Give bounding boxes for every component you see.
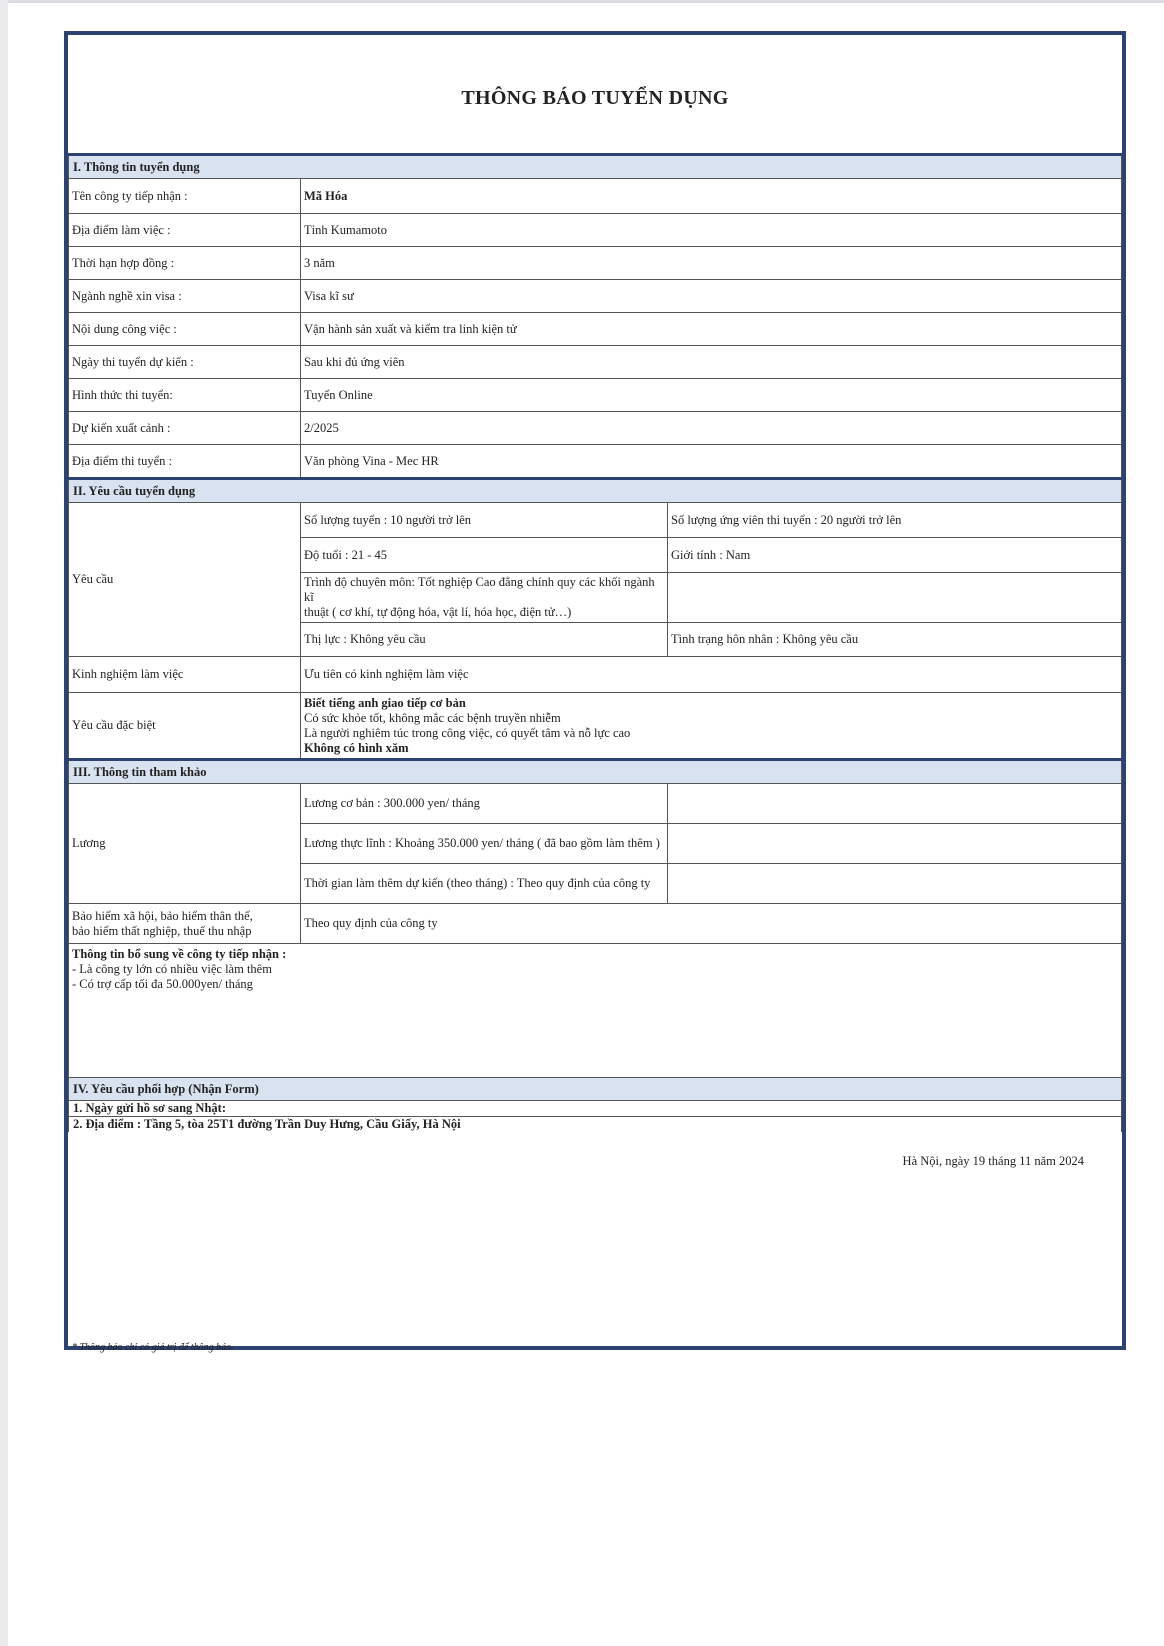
row-base-salary: Lương Lương cơ bản : 300.000 yen/ tháng [69, 784, 1122, 824]
row-insurance: Bảo hiểm xã hội, bảo hiểm thân thể, bảo hiểm thất nghiệp, thuế thu nhập Theo quy định của công ty [69, 904, 1122, 944]
row-send-date: 1. Ngày gửi hồ sơ sang Nhật: [69, 1101, 1122, 1117]
row-job-content: Nội dung công việc : Vận hành sản xuất và kiểm tra linh kiện tử [69, 313, 1122, 346]
row-education: Trình độ chuyên môn: Tốt nghiệp Cao đẳng chính quy các khối ngành kĩ thuật ( cơ khí, tự động hóa, vật lí, hóa học, điện tử…) [69, 573, 1122, 623]
row-contract-term: Thời hạn hợp đồng : 3 năm [69, 247, 1122, 280]
row-experience: Kinh nghiệm làm việc Ưu tiên có kinh nghiệm làm việc [69, 657, 1122, 693]
page-edge-left [0, 0, 8, 1646]
section-4-header: IV. Yêu cầu phối hợp (Nhận Form) [69, 1078, 1122, 1101]
row-exam-date: Ngày thi tuyển dự kiến : Sau khi đủ ứng viên [69, 346, 1122, 379]
document-title: THÔNG BÁO TUYỂN DỤNG [461, 87, 729, 109]
section-2-header: II. Yêu cầu tuyển dụng [69, 479, 1122, 503]
row-age-gender: Độ tuổi : 21 - 45 Giới tính : Nam [69, 538, 1122, 573]
row-departure: Dự kiến xuất cảnh : 2/2025 [69, 412, 1122, 445]
row-overtime: Thời gian làm thêm dự kiến (theo tháng) : Theo quy định của công ty [69, 864, 1122, 904]
section-1-header: I. Thông tin tuyển dụng [69, 156, 1122, 179]
section-3-header: III. Thông tin tham khảo [69, 760, 1122, 784]
row-visa-type: Ngành nghề xin visa : Visa kĩ sư [69, 280, 1122, 313]
row-work-location: Địa điểm làm việc : Tỉnh Kumamoto [69, 214, 1122, 247]
row-exam-form: Hình thức thi tuyển: Tuyển Online [69, 379, 1122, 412]
place-date: Hà Nội, ngày 19 tháng 11 năm 2024 [902, 1154, 1084, 1168]
row-eyesight-marital: Thị lực : Không yêu cầu Tình trạng hôn nhân : Không yêu cầu [69, 623, 1122, 657]
row-quantity: Yêu cầu Số lượng tuyển : 10 người trở lên Số lượng ứng viên thi tuyển : 20 người trở lên [69, 503, 1122, 538]
row-net-salary: Lương thực lĩnh : Khoảng 350.000 yen/ tháng ( đã bao gồm làm thêm ) [69, 824, 1122, 864]
row-extra-info: Thông tin bổ sung về công ty tiếp nhận : - Là công ty lớn có nhiều việc làm thêm - Có trợ cấp tối đa 50.000yen/ tháng [69, 944, 1122, 1078]
row-exam-location: Địa điểm thi tuyển : Văn phòng Vina - Mec HR [69, 445, 1122, 479]
row-company: Tên công ty tiếp nhận : Mã Hóa [69, 179, 1122, 214]
row-special-requirements: Yêu cầu đặc biệt Biết tiếng anh giao tiếp cơ bản Có sức khỏe tốt, không mắc các bệnh truyền nhiễm Là người nghiêm túc trong công việc, có quyết tâm và nỗ lực cao Không có hình xăm [69, 693, 1122, 760]
info-table [68, 156, 1122, 1132]
signature-area [68, 1132, 1122, 1354]
footnote: * Thông báo chỉ có giá trị để thông báo. [72, 1342, 234, 1353]
recruitment-notice-document [64, 31, 1126, 1353]
page-edge-top [0, 0, 1164, 3]
title-area [68, 35, 1122, 156]
row-address: 2. Địa điểm : Tầng 5, tòa 25T1 đường Trần Duy Hưng, Cầu Giấy, Hà Nội [69, 1117, 1122, 1133]
